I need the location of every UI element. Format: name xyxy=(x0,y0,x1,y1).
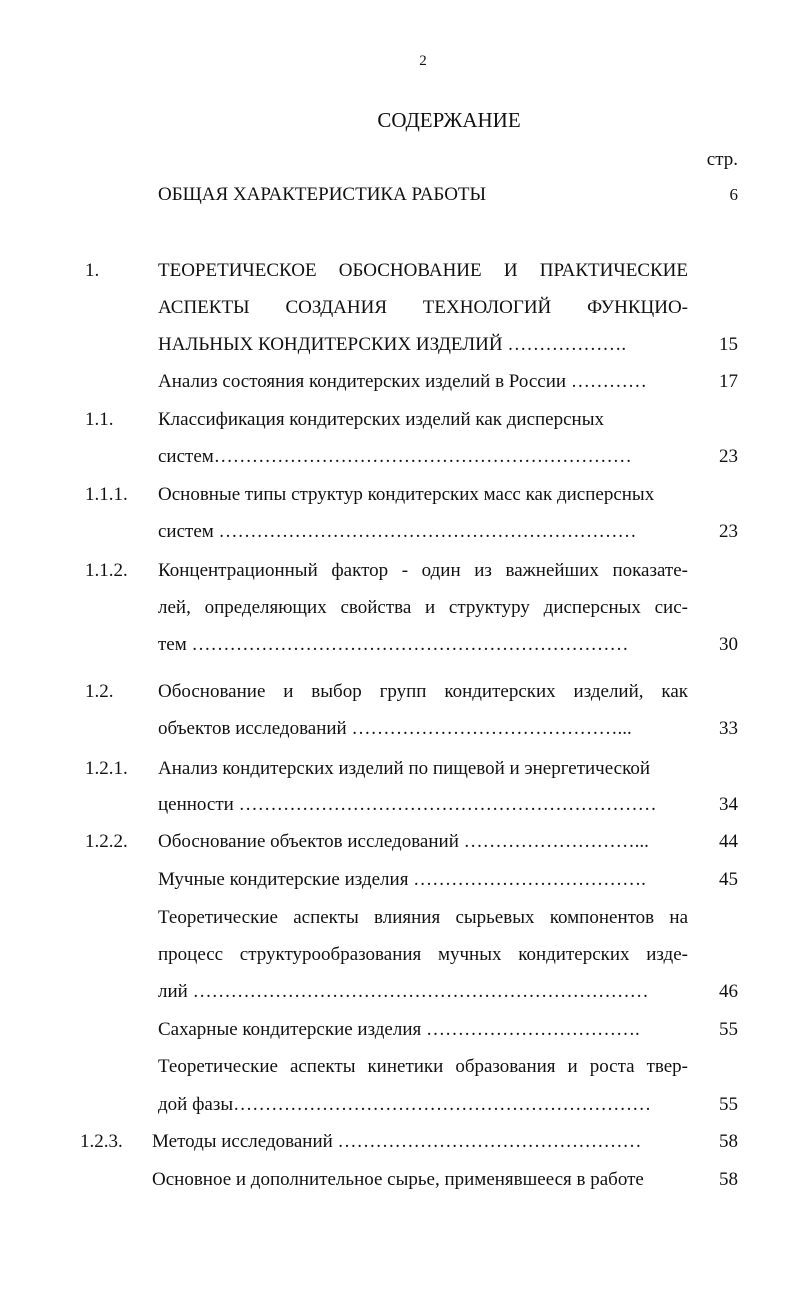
page-title: СОДЕРЖАНИЕ xyxy=(377,108,521,132)
toc-entry-title: Основное и дополнительное сырье, применявшееся в работе xyxy=(152,1169,644,1190)
toc-entry-page: 55 xyxy=(719,1019,738,1040)
toc-entry-title: Обоснование и выбор групп кондитерских изделий, как xyxy=(158,681,688,702)
toc-entry-number: 1.1. xyxy=(85,409,114,430)
toc-entry-number: 1.1.1. xyxy=(85,484,128,505)
toc-entry-title: Теоретические аспекты влияния сырьевых компонентов на xyxy=(158,907,688,928)
toc-entry-title: Мучные кондитерские изделия ………………………………. xyxy=(158,869,646,890)
toc-entry-title: лей, определяющих свойства и структуру дисперсных сис- xyxy=(158,597,688,618)
toc-entry-title: ценности ………………………………………………………… xyxy=(158,794,657,815)
toc-entry-title: Анализ состояния кондитерских изделий в России ………… xyxy=(158,371,647,392)
toc-entry-title: Концентрационный фактор - один из важнейших показате- xyxy=(158,560,688,581)
toc-entry-title: систем ………………………………………………………… xyxy=(158,521,637,542)
toc-entry-page: 55 xyxy=(719,1094,738,1115)
toc-entry-title: Классификация кондитерских изделий как дисперсных xyxy=(158,409,604,430)
toc-entry-title: Методы исследований ………………………………………… xyxy=(152,1131,642,1152)
toc-entry-page: 45 xyxy=(719,869,738,890)
toc-entry-title: ТЕОРЕТИЧЕСКОЕ ОБОСНОВАНИЕ И ПРАКТИЧЕСКИЕ xyxy=(158,260,688,281)
toc-entry-page: 17 xyxy=(719,371,738,392)
toc-entry-page: 33 xyxy=(719,718,738,739)
toc-entry-page: 58 xyxy=(719,1131,738,1152)
toc-entry-page: 23 xyxy=(719,521,738,542)
toc-entry-title: систем………………………………………………………… xyxy=(158,446,632,467)
toc-entry-title: АСПЕКТЫ СОЗДАНИЯ ТЕХНОЛОГИЙ ФУНКЦИО- xyxy=(158,297,688,318)
toc-entry-page: 30 xyxy=(719,634,738,655)
toc-entry-title: процесс структурообразования мучных кондитерских изде- xyxy=(158,944,688,965)
toc-entry-title: лий ……………………………………………………………… xyxy=(158,981,649,1002)
page-number: 2 xyxy=(419,53,427,69)
toc-entry-title: объектов исследований ……………………………………... xyxy=(158,718,632,739)
toc-entry-title: тем …………………………………………………………… xyxy=(158,634,629,655)
toc-entry-page: 6 xyxy=(729,185,738,204)
toc-entry-title: Основные типы структур кондитерских масс как дисперсных xyxy=(158,484,655,505)
toc-entry-page: 44 xyxy=(719,831,738,852)
page-column-header: стр. xyxy=(706,149,738,170)
toc-entry-title: Сахарные кондитерские изделия ……………………………. xyxy=(158,1019,640,1040)
toc-entry-page: 46 xyxy=(719,981,738,1002)
toc-entry-title: Теоретические аспекты кинетики образования и роста твер- xyxy=(158,1056,688,1077)
toc-entry-page: 23 xyxy=(719,446,738,467)
toc-entry-number: 1.2.2. xyxy=(85,831,128,852)
toc-entry-title: Анализ кондитерских изделий по пищевой и энергетической xyxy=(158,758,651,779)
toc-entry-number: 1.2.3. xyxy=(80,1131,123,1152)
toc-entry-title: НАЛЬНЫХ КОНДИТЕРСКИХ ИЗДЕЛИЙ ………………. xyxy=(158,334,627,355)
toc-entry-page: 15 xyxy=(719,334,738,355)
toc-entry-title: ОБЩАЯ ХАРАКТЕРИСТИКА РАБОТЫ xyxy=(158,184,487,205)
toc-entry-title: Обоснование объектов исследований ………………………... xyxy=(158,831,649,852)
toc-entry-number: 1.2.1. xyxy=(85,758,128,779)
toc-entry-page: 34 xyxy=(719,794,738,815)
toc-entry-page: 58 xyxy=(719,1169,738,1190)
toc-entry-number: 1. xyxy=(85,260,100,281)
toc-entry-number: 1.2. xyxy=(85,681,114,702)
toc-entry-number: 1.1.2. xyxy=(85,560,128,581)
toc-entry-title: дой фазы………………………………………………………… xyxy=(158,1094,652,1115)
